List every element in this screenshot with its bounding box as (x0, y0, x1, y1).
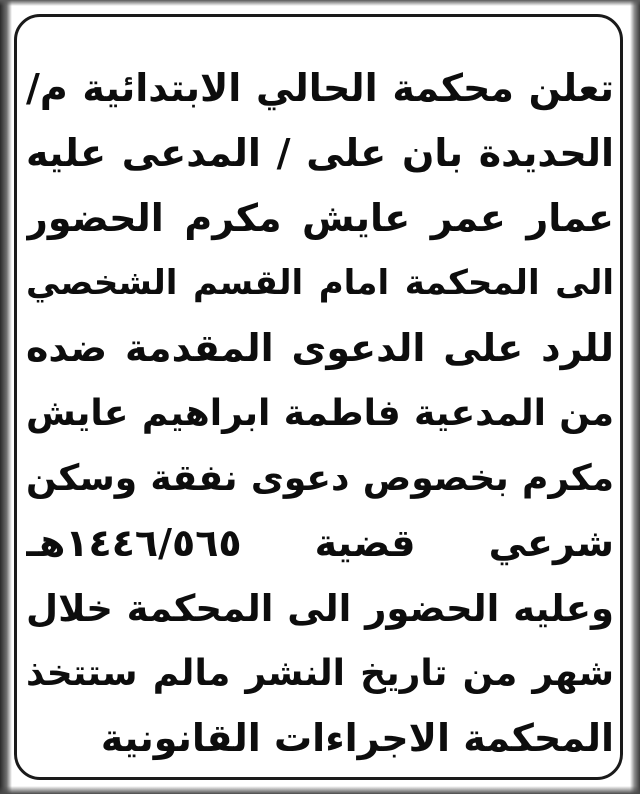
notice-line: تعلن محكمة الحالي الابتدائية م/ (26, 66, 614, 110)
notice-line: مكرم بخصوص دعوى نفقة وسكن (26, 458, 614, 499)
notice-line: الى المحكمة امام القسم الشخصي (26, 263, 614, 303)
notice-line: وعليه الحضور الى المحكمة خلال (26, 587, 614, 630)
notice-line: عمار عمر عايش مكرم الحضور (26, 196, 614, 240)
notice-line: للرد على الدعوى المقدمة ضده (26, 326, 614, 370)
notice-line: الحديدة بان على / المدعى عليه (26, 131, 614, 175)
scan-shadow-right (630, 0, 640, 794)
notice-line: شرعي قضية ١٤٤٦/٥٦٥هـ (26, 521, 614, 565)
court-notice-text (26, 56, 614, 771)
scan-shadow-top (0, 0, 640, 6)
notice-line: شهر من تاريخ النشر مالم ستتخذ (26, 653, 614, 694)
notice-line: من المدعية فاطمة ابراهيم عايش (26, 393, 614, 434)
scan-shadow-left (0, 0, 12, 794)
notice-line: المحكمة الاجراءات القانونية (100, 716, 614, 760)
scan-shadow-bottom (0, 786, 640, 794)
